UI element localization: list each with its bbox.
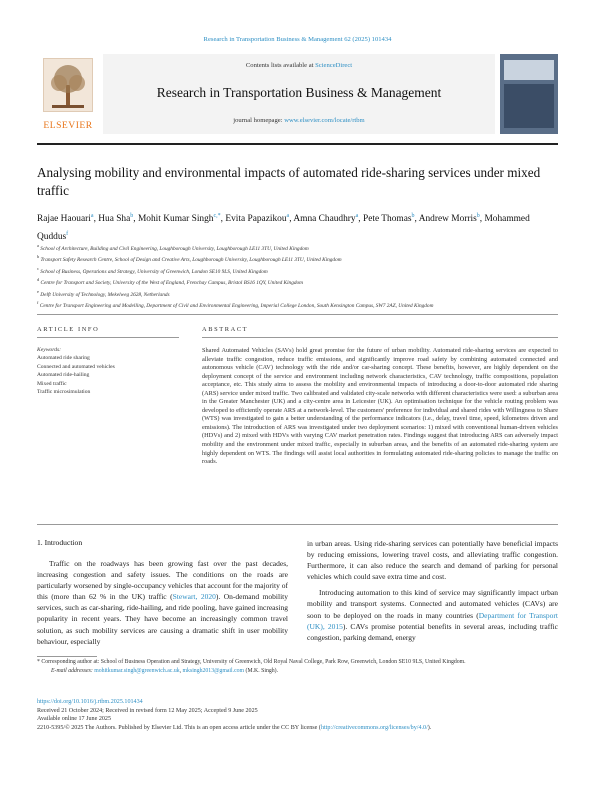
article-title: Analysing mobility and environmental impacts of automated ride-sharing services under mixed traffic — [37, 165, 541, 198]
author-affiliation-marker[interactable]: b — [130, 213, 134, 219]
masthead-rule — [37, 143, 558, 145]
elsevier-logo — [37, 54, 97, 134]
author-affiliation-marker[interactable]: a — [355, 213, 359, 219]
affiliation-marker: d — [37, 277, 40, 283]
keyword: Connected and automated vehicles — [37, 363, 115, 370]
intro-right-column — [307, 538, 558, 648]
affiliation-rule — [37, 314, 558, 315]
keywords-label: Keywords: — [37, 347, 62, 353]
keywords-block — [37, 346, 177, 396]
article-info-heading: ARTICLE INFO — [37, 326, 100, 333]
author-name[interactable]: Amna Chaudhry — [293, 214, 356, 225]
publisher-name: ELSEVIER — [43, 120, 93, 131]
journal-masthead — [37, 54, 558, 134]
journal-title: Research in Transportation Business & Management — [156, 85, 442, 100]
doi-block — [37, 698, 557, 732]
abstract-end-rule — [37, 524, 558, 525]
keyword: Automated ride sharing — [37, 355, 90, 362]
cover-image — [504, 84, 554, 128]
citation-stewart[interactable]: Stewart, 2020 — [172, 592, 216, 602]
author-affiliation-marker[interactable]: c,* — [213, 213, 221, 219]
affiliation: $^e$ Delft University of Technology, Mekelweg 2628, Netherlands — [37, 288, 170, 298]
affiliation: $^d$ Centre for Transport and Society, University of the West of England, Frenchay Campus, Bristol BS16 1QY, United Kingdom — [37, 277, 303, 287]
masthead-center — [103, 54, 495, 134]
author-list: Rajae Haouari$^a$, Hua Sha$^b$, Mohit Kumar Singh$^{c,*}$, Evita Papazikou$^a$, Amna Chaudhry$^a$, Pete Thomas$^b$, Andrew Morris$^b$, Mohammed Quddus$^f$ — [37, 213, 530, 243]
footnote-rule — [37, 656, 97, 657]
intro-left-column — [37, 558, 288, 652]
license-line: 2210-5395/© 2025 The Authors. Published by Elsevier Ltd. This is an open access article under the CC BY license (http://creativecommons.org/licenses/by/4.0/). — [37, 724, 432, 731]
affiliation-marker: b — [37, 254, 40, 260]
homepage-line: journal homepage: www.elsevier.com/locate/rtbm — [233, 117, 365, 124]
email-link-1[interactable]: mohitkumar.singh@greenwich.ac.uk — [94, 667, 180, 674]
affiliation-marker: a — [37, 243, 39, 248]
sciencedirect-link[interactable]: ScienceDirect — [315, 62, 353, 69]
available-online: Available online 17 June 2025 — [37, 716, 112, 722]
affiliation: $^f$ Centre for Transport Engineering and Modelling, Department of Civil and Environmental Engineering, Imperial College London, South Kensington Campus, SW7 2AZ, United Kingdom — [37, 300, 434, 310]
citation-dft[interactable]: Department for Transport (UK), 2015 — [307, 610, 559, 631]
keyword: Mixed traffic — [37, 380, 67, 387]
abstract-heading: ABSTRACT — [202, 326, 249, 333]
journal-cover-thumbnail — [500, 54, 558, 134]
keyword: Traffic microsimulation — [37, 389, 91, 396]
affiliation-marker: e — [37, 288, 39, 294]
author-affiliation-marker[interactable]: a — [286, 213, 290, 219]
affiliation-list — [37, 242, 557, 311]
tree-logo-icon — [43, 58, 93, 112]
author-name[interactable]: Pete Thomas — [362, 214, 412, 225]
intro-paragraph-2: Introducing automation to this kind of service may significantly impact urban mobility and transport systems. Connected and automated vehicles (CAVs) are soon to be deployed on the roads in many countries (Department for Transport (UK), 2015). CAVs promise potential benefits in several areas, including traffic congestion, parking demand, energy — [307, 588, 559, 642]
author-name[interactable]: Rajae Haouari — [37, 214, 91, 225]
corresponding-author: * Corresponding author at: School of Business Operation and Strategy, University of Greenwich, Old Royal Naval College, Park Row, Greenwich, London SE10 9LS, United Kingdom. — [37, 659, 466, 665]
abstract-text: Shared Automated Vehicles (SAVs) hold great promise for the future of urban mobility. Automated ride-sharing services are expected to alleviate traffic congestion, reduce traffic emissions, and significantly improve road safety by combining automated connected and autonomous vehicle (CAV) technology with the ride and/or car-sharing concept. These benefits, however, are highly dependent on the deployment concept of the service and environment including network characteristics, CAV technology, traffic compositions, population acceptance, etc. This study aims to assess the mobility and environmental impacts of introducing a door-to-door automated ride sharing (ARS) service under mixed traffic. Two calibrated and validated city-scale networks with different characteristics were used: a suburban area in the Greater Manchester (UK) and a city-centre area in Leicester (UK). An optimisation technique for the vehicle routing problem was developed to efficiently operate ARS at a network-level. The customers' preference for individual and shared rides with Willingness to Share (WTS) was investigated to gain a better understanding of the performance indicators (i.e., delay, travel time, speed, kilometres driven and emissions). The introduction of ARS was investigated under two deployment scenarios: 1) mixed with conventional human-driven vehicles (HDVs) and 2) mixed with HDVs with varying CAV market penetration rates. Findings suggest that introducing ARS can adversely impact mobility and the environment under mixed traffic, especially in suburban areas, and the benefits of an automated ride-sharing system are highly dependent on WTS. The findings will assist local authorities in formulating automated ride-sharing policies to manage the traffic on roads. — [202, 347, 558, 466]
affiliation-marker: c — [37, 265, 39, 271]
cover-header — [504, 60, 554, 80]
email-link-2[interactable]: mksingh2013@gmail.com — [182, 667, 245, 674]
intro-heading: 1. Introduction — [37, 538, 83, 547]
homepage-link[interactable]: www.elsevier.com/locate/rtbm — [284, 117, 365, 124]
abstract-rule — [202, 337, 558, 338]
contents-line: Contents lists available at ScienceDirect — [245, 62, 353, 69]
author-name[interactable]: Mohit Kumar Singh — [137, 214, 214, 225]
intro-paragraph-1: Traffic on the roadways has been growing fast over the past decades, increasing congestion and safety issues. The conditions on the roads are particularly worsened by single-occupancy vehicles that account for the majority of this (more than 62 % in the UK) traffic (Stewart, 2020). On-demand mobility services, such as car-sharing, ride-hailing, and ride pooling, have gained increasing popularity in recent years. They have become an increasingly common travel solution, as such mobility services are causing a dramatic shift in user mobility behaviour, especially — [37, 559, 288, 646]
affiliation: $^b$ Transport Safety Research Centre, School of Design and Creative Arts, Loughborough University, Loughborough LE11 3TU, United Kingdom — [37, 254, 342, 264]
journal-reference[interactable]: Research in Transportation Business & Management 62 (2025) 101434 — [203, 36, 392, 43]
footnote — [37, 658, 557, 675]
affiliation: $^a$ School of Architecture, Building and Civil Engineering, Loughborough University, Loughborough LE11 3TU, United Kingdom — [37, 243, 309, 252]
email-line: E-mail addresses: mohitkumar.singh@greenwich.ac.uk, mksingh2013@gmail.com (M.K. Singh). — [51, 667, 279, 674]
doi-link[interactable]: https://doi.org/10.1016/j.rtbm.2025.101434 — [37, 699, 143, 705]
received-dates: Received 21 October 2024; Received in revised form 12 May 2025; Accepted 9 June 2025 — [37, 707, 258, 714]
author-name[interactable]: Hua Sha — [98, 214, 131, 225]
affiliation-marker: f — [37, 300, 39, 306]
license-link[interactable]: http://creativecommons.org/licenses/by/4.0/ — [320, 724, 428, 731]
article-info-rule — [37, 337, 179, 338]
author-affiliation-marker[interactable]: b — [411, 213, 415, 219]
affiliation: $^c$ School of Business, Operations and Strategy, University of Greenwich, London SE10 9LS, United Kingdom — [37, 265, 268, 275]
author-name[interactable]: Mohammed Quddus — [37, 214, 530, 243]
author-affiliation-marker[interactable]: b — [476, 213, 480, 219]
author-affiliation-marker[interactable]: a — [90, 213, 94, 219]
keyword: Automated ride-hailing — [37, 372, 90, 379]
author-affiliation-marker[interactable]: f — [66, 231, 69, 238]
intro-paragraph-1-cont: in urban areas. Using ride-sharing services can potentially have beneficial impacts by reducing emissions, lowering travel costs, and alleviating traffic congestion. Furthermore, it can also reduce the search and demand of parking for personal vehicles which could save extra time and cost. — [307, 539, 558, 582]
author-name[interactable]: Evita Papazikou — [225, 214, 287, 225]
author-name[interactable]: Andrew Morris — [418, 214, 477, 225]
